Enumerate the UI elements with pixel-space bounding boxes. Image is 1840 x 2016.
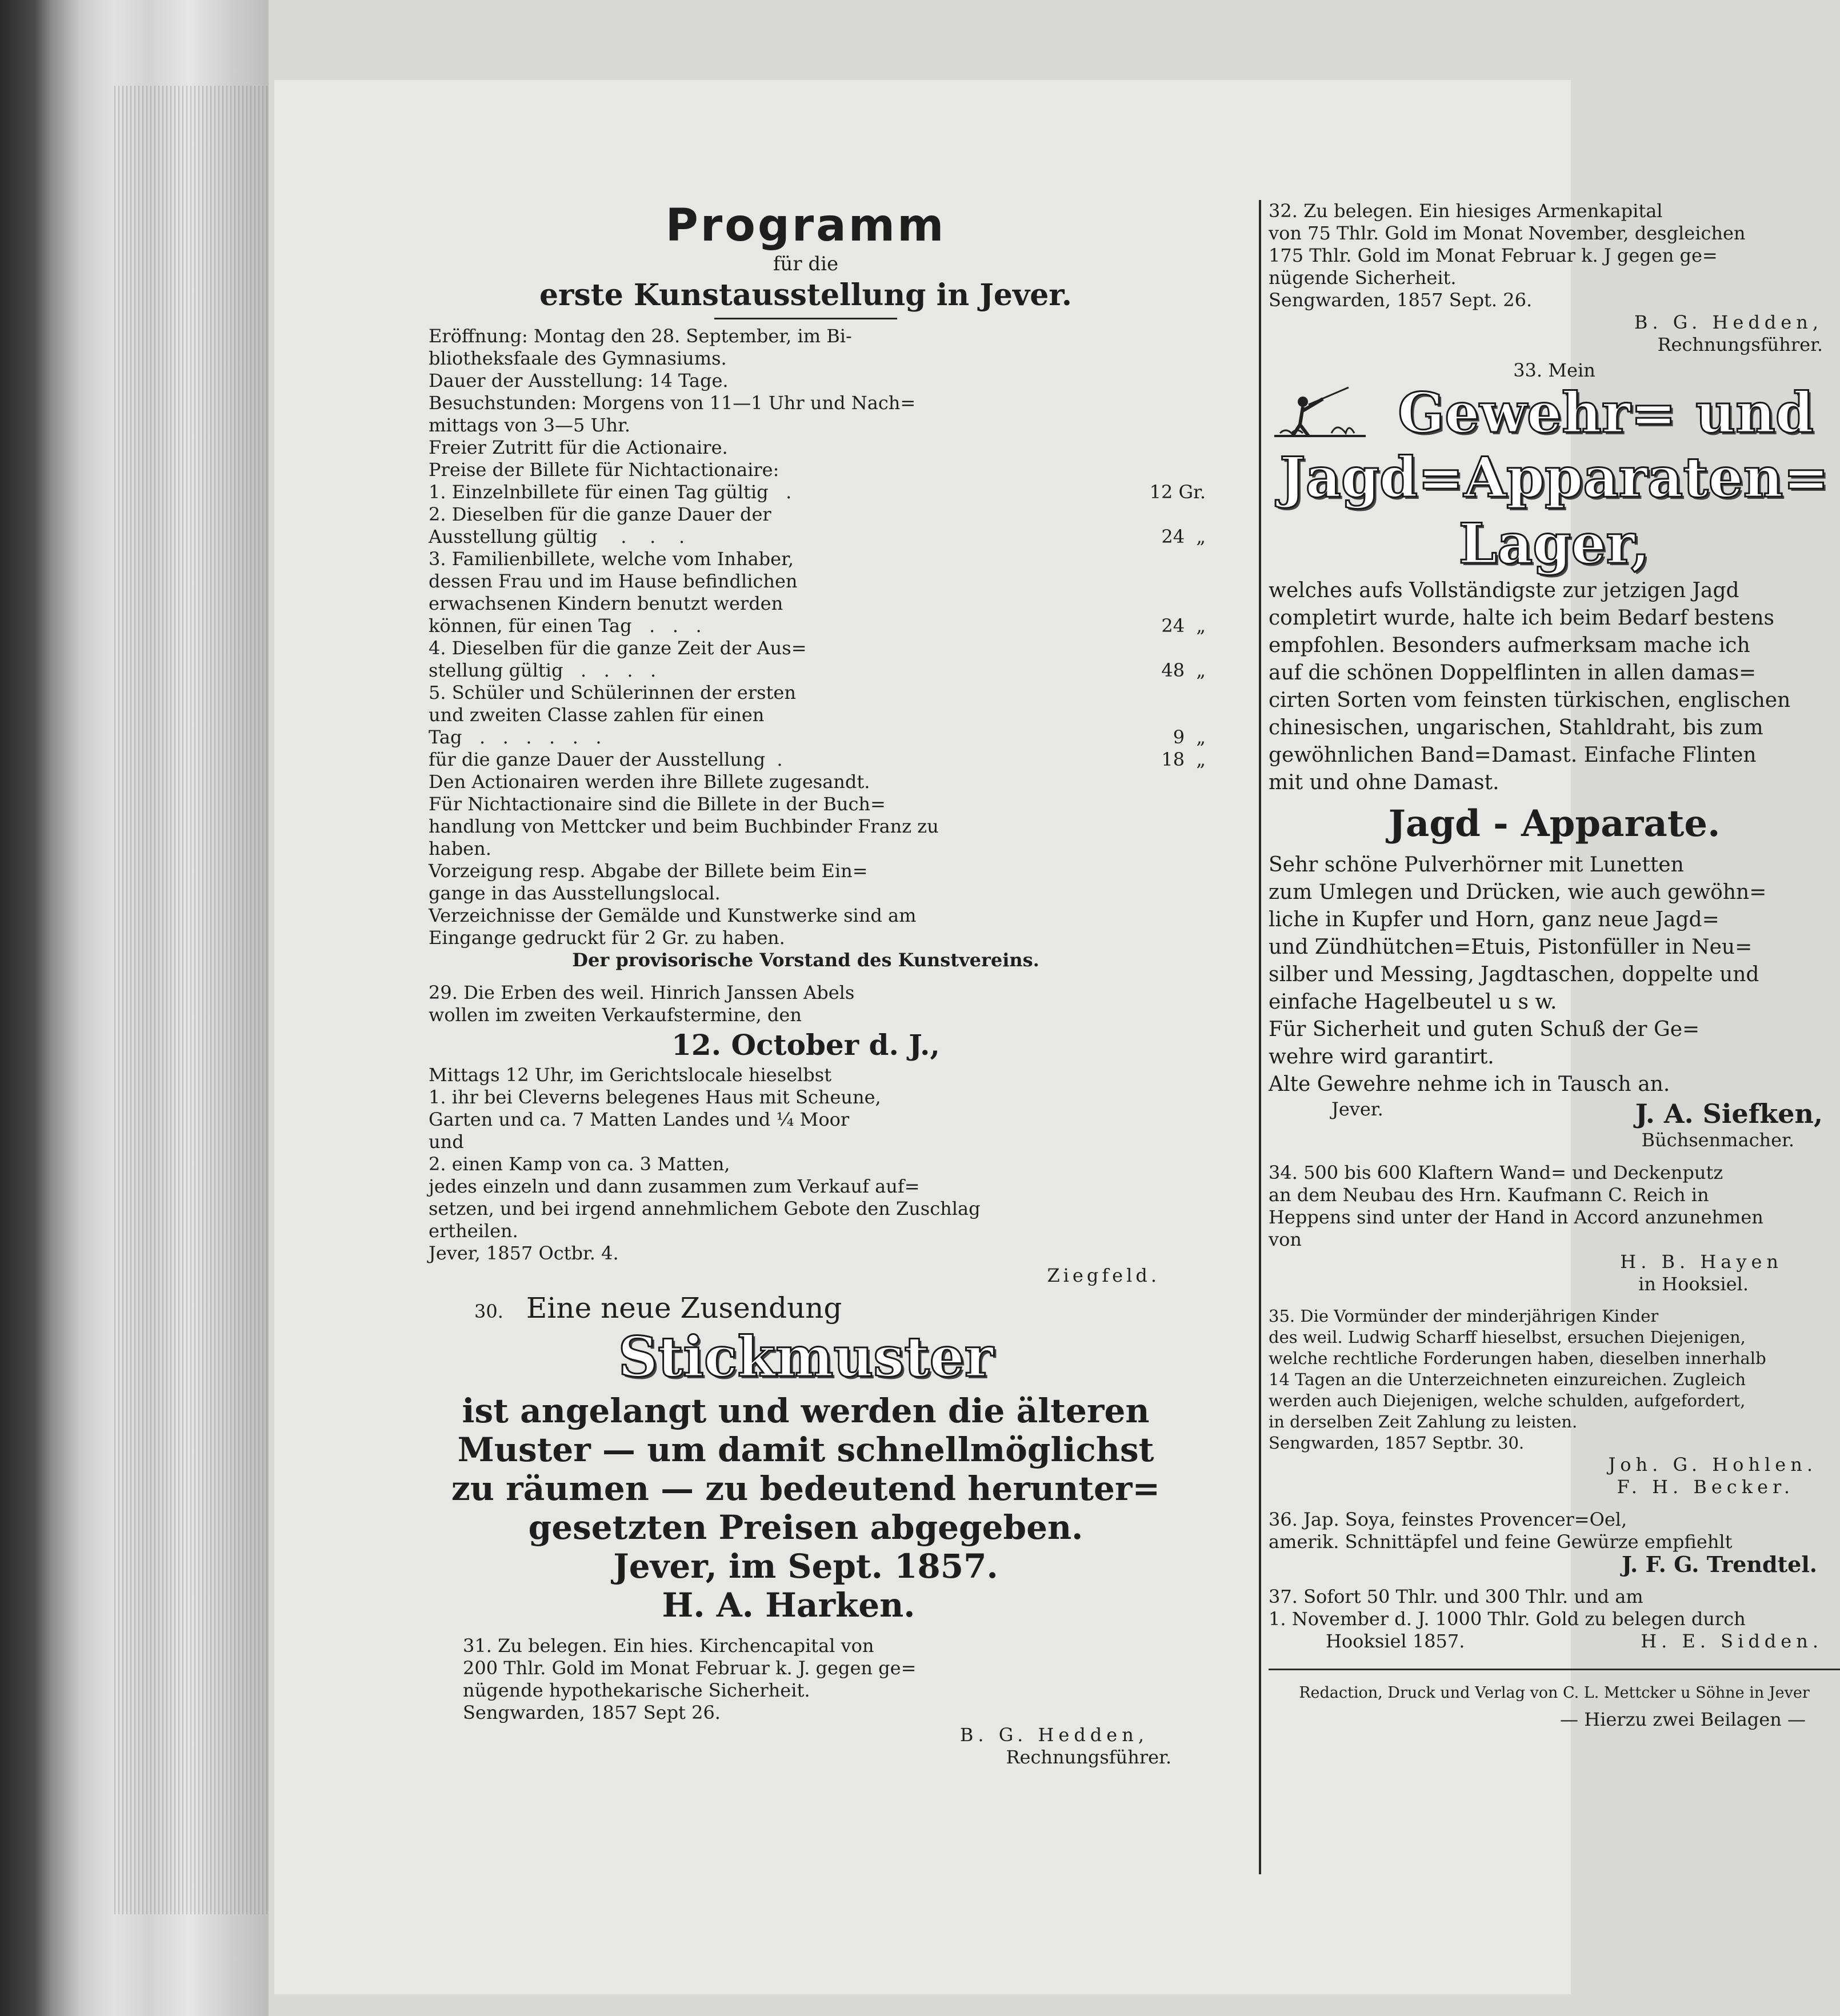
notice-35-line: werden auch Diejenigen, welche schulden, aufgefordert, (1269, 1391, 1746, 1410)
price-label: 1. Einzelnbillete für einen Tag gültig . (429, 481, 792, 503)
price-label: und zweiten Classe zahlen für einen (429, 704, 765, 726)
programm-tail-line: Den Actionairen werden ihre Billete zugesandt. (429, 771, 870, 793)
programm-line: mittags von 3—5 Uhr. (429, 414, 630, 436)
notice-37-line: 37. Sofort 50 Thlr. und 300 Thlr. und am (1269, 1586, 1643, 1607)
notice-34-line: 34. 500 bis 600 Klaftern Wand= und Deckenputz (1269, 1162, 1723, 1183)
programm-line: Besuchstunden: Morgens von 11—1 Uhr und Nach= (429, 392, 916, 414)
footer-note: — Hierzu zwei Beilagen — (1560, 1709, 1806, 1730)
column-divider (1259, 200, 1261, 1874)
notice-34-line: Heppens sind unter der Hand in Accord anzunehmen (1269, 1206, 1763, 1228)
notice-29-line: Jever, 1857 Octbr. 4. (429, 1242, 619, 1264)
price-row (406, 503, 1206, 526)
notice-37-place: Hooksiel 1857. (1326, 1630, 1465, 1652)
notice-32-line: 32. Zu belegen. Ein hiesiges Armenkapital (1269, 200, 1663, 222)
price-label: stellung gültig . . . . (429, 659, 657, 681)
price-label: Ausstellung gültig . . . (429, 526, 685, 547)
price-row (406, 726, 1206, 749)
notice-29-line: wollen im zweiten Verkaufstermine, den (429, 1004, 802, 1026)
notice-33-line: Alte Gewehre nehme ich in Tausch an. (1269, 1073, 1670, 1096)
notice-29-body (406, 1064, 1206, 1265)
notice-32-body (1269, 200, 1840, 311)
notice-32-line: Sengwarden, 1857 Sept. 26. (1269, 289, 1533, 311)
programm-line: Dauer der Ausstellung: 14 Tage. (429, 370, 729, 391)
notice-33-body (1269, 577, 1840, 797)
notice-34-signature: H. B. Hayen (1620, 1251, 1783, 1273)
notice-31-line: 31. Zu belegen. Ein hies. Kirchencapital von (463, 1635, 874, 1657)
notice-29-intro (406, 982, 1206, 1026)
notice-35-body (1269, 1306, 1840, 1454)
notice-31-signature: B. G. Hedden, (959, 1724, 1149, 1746)
notice-30-body (406, 1391, 1206, 1586)
notice-35-line: welche rechtliche Forderungen haben, dieselben innerhalb (1269, 1349, 1766, 1368)
price-label: können, für einen Tag . . . (429, 615, 702, 637)
notice-31-line: 200 Thlr. Gold im Monat Februar k. J. gegen ge= (463, 1657, 917, 1679)
notice-35-signature-1: Joh. G. Hohlen. (1608, 1454, 1817, 1475)
programm-tail-line: Für Nichtactionaire sind die Billete in der Buch= (429, 793, 886, 815)
notice-36-body (1269, 1509, 1840, 1553)
price-list (406, 481, 1206, 771)
title-rule (714, 318, 897, 319)
notice-33-line: Sehr schöne Pulverhörner mit Lunetten (1269, 853, 1684, 877)
notice-31-line: nügende hypothekarische Sicherheit. (463, 1679, 810, 1701)
notice-33-line: zum Umlegen und Drücken, wie auch gewöhn= (1269, 881, 1767, 904)
programm-title: Programm (665, 200, 946, 251)
programm-tail-line: Verzeichnisse der Gemälde und Kunstwerke sind am (429, 905, 917, 926)
left-column (406, 200, 1206, 1769)
price-value (1109, 570, 1206, 593)
programm-tail (406, 771, 1206, 949)
notice-33-place: Jever. (1331, 1098, 1383, 1120)
notice-29-line: ertheilen. (429, 1220, 518, 1242)
notice-35-line: des weil. Ludwig Scharff hieselbst, ersuchen Diejenigen, (1269, 1327, 1746, 1347)
notice-30-stickmuster: Stickmuster (618, 1325, 994, 1389)
notice-33-body-2 (1269, 851, 1840, 1098)
programm-heading: erste Kunstausstellung in Jever. (539, 278, 1073, 313)
notice-29-line: 2. einen Kamp von ca. 3 Matten, (429, 1153, 730, 1175)
programm-lines (406, 325, 1206, 481)
notice-35-signature-2: F. H. Becker. (1617, 1476, 1794, 1498)
notice-30-signature: H. A. Harken. (662, 1586, 915, 1625)
notice-33-line: auf die schönen Doppelflinten in allen damas= (1269, 661, 1757, 685)
programm-tail-line: Eingange gedruckt für 2 Gr. zu haben. (429, 927, 785, 949)
notice-32-line: nügende Sicherheit. (1269, 267, 1457, 289)
price-value (1109, 637, 1206, 659)
programm-subtitle: für die (773, 253, 839, 275)
price-row (406, 481, 1206, 503)
notice-33-subheading: Jagd - Apparate. (1388, 802, 1721, 845)
notice-33-line: gewöhnlichen Band=Damast. Einfache Flinten (1269, 743, 1757, 767)
price-row (406, 593, 1206, 615)
programm-tail-line: handlung von Mettcker und beim Buchbinder Franz zu (429, 815, 939, 837)
notice-29-line: 29. Die Erben des weil. Hinrich Janssen Abels (429, 982, 855, 1003)
price-label: Tag . . . . . . (429, 726, 602, 748)
price-value (1109, 548, 1206, 570)
notice-35-line: 35. Die Vormünder der minderjährigen Kinder (1269, 1306, 1659, 1326)
price-value: 24 „ (1161, 615, 1206, 637)
notice-32-line: von 75 Thlr. Gold im Monat November, desgleichen (1269, 222, 1746, 244)
programm-line: Eröffnung: Montag den 28. September, im Bi- (429, 325, 852, 347)
notice-34-line: von (1269, 1229, 1302, 1250)
price-value (1109, 593, 1206, 615)
notice-33-line: silber und Messing, Jagdtaschen, doppelte und (1269, 963, 1759, 986)
notice-31-role: Rechnungsführer. (1006, 1746, 1171, 1768)
notice-33-line: cirten Sorten vom feinsten türkischen, englischen (1269, 689, 1791, 712)
notice-34-line: an dem Neubau des Hrn. Kaufmann C. Reich in (1269, 1184, 1709, 1206)
notice-33-title-3: Lager, (1458, 511, 1650, 576)
price-row (406, 548, 1206, 570)
notice-34-body (1269, 1162, 1840, 1251)
price-row (406, 570, 1206, 593)
notice-29-line: Mittags 12 Uhr, im Gerichtslocale hieselbst (429, 1064, 832, 1086)
notice-29-line: setzen, und bei irgend annehmlichem Gebote den Zuschlag (429, 1198, 981, 1219)
notice-37-signature: H. E. Sidden. (1641, 1630, 1823, 1652)
notice-30-line: gesetzten Preisen abgegeben. (528, 1508, 1083, 1547)
imprint-text: Redaction, Druck und Verlag von C. L. Mettcker u Söhne in Jever (1299, 1684, 1810, 1702)
price-value: 12 Gr. (1149, 481, 1206, 503)
programm-tail-line: Vorzeigung resp. Abgabe der Billete beim Ein= (429, 860, 868, 882)
notice-35-line: in derselben Zeit Zahlung zu leisten. (1269, 1412, 1578, 1431)
notice-33-title-1: Gewehr= und (1398, 381, 1814, 445)
notice-29-line: und (429, 1131, 464, 1153)
notice-36-line: amerik. Schnittäpfel und feine Gewürze empfiehlt (1269, 1531, 1733, 1553)
notice-36-line: 36. Jap. Soya, feinstes Provencer=Oel, (1269, 1509, 1627, 1530)
notice-31-line: Sengwarden, 1857 Sept 26. (463, 1702, 721, 1723)
notice-30-number: 30. (474, 1301, 503, 1322)
hunter-icon (1269, 382, 1371, 445)
notice-29-line: 1. ihr bei Cleverns belegenes Haus mit Scheune, (429, 1086, 881, 1108)
notice-30-line: ist angelangt und werden die älteren (462, 1391, 1150, 1430)
notice-36-signature: J. F. G. Trendtel. (1622, 1551, 1817, 1577)
price-value (1109, 682, 1206, 704)
notice-30-line: Muster — um damit schnellmöglichst (457, 1430, 1154, 1469)
notice-35-line: Sengwarden, 1857 Septbr. 30. (1269, 1433, 1525, 1453)
programm-line: Preise der Billete für Nichtactionaire: (429, 459, 779, 481)
newspaper-page (274, 80, 1829, 1994)
notice-33-line: mit und ohne Damast. (1269, 771, 1499, 794)
price-label: dessen Frau und im Hause befindlichen (429, 570, 798, 592)
page-edge-lines (114, 86, 269, 1914)
notice-33-line: liche in Kupfer und Horn, ganz neue Jagd= (1269, 908, 1719, 931)
notice-29-line: Garten und ca. 7 Matten Landes und ¼ Moor (429, 1109, 850, 1130)
price-value: 18 „ (1161, 749, 1206, 770)
notice-33-signature: J. A. Siefken, (1635, 1098, 1823, 1129)
notice-30-line: zu räumen — zu bedeutend herunter= (451, 1469, 1161, 1508)
notice-29-line: jedes einzeln und dann zusammen zum Verkauf auf= (429, 1175, 920, 1197)
notice-33-line: completirt wurde, halte ich beim Bedarf bestens (1269, 606, 1775, 630)
notice-33-line: einfache Hagelbeutel u s w. (1269, 990, 1557, 1014)
programm-tail-line: haben. (429, 838, 491, 859)
notice-32-signature: B. G. Hedden, (1634, 311, 1823, 333)
book-page-edges (0, 0, 269, 2016)
notice-34-place: in Hooksiel. (1638, 1273, 1749, 1295)
notice-33-heading: 33. Mein (1513, 359, 1595, 381)
price-value: 48 „ (1161, 659, 1206, 681)
price-row (406, 682, 1206, 704)
programm-line: bliotheksfaale des Gymnasiums. (429, 347, 727, 369)
right-column (1269, 200, 1840, 1731)
notice-33-role: Büchsenmacher. (1641, 1129, 1794, 1151)
notice-30-heading: Eine neue Zusendung (526, 1291, 842, 1325)
notice-31-body (406, 1635, 1206, 1724)
notice-33-line: empfohlen. Besonders aufmerksam mache ich (1269, 634, 1750, 657)
price-label: für die ganze Dauer der Ausstellung . (429, 749, 783, 770)
notice-32-role: Rechnungsführer. (1657, 334, 1823, 355)
price-label: 3. Familienbillete, welche vom Inhaber, (429, 548, 794, 570)
price-label: 4. Dieselben für die ganze Zeit der Aus= (429, 637, 807, 659)
price-row (406, 659, 1206, 682)
imprint-rule (1269, 1669, 1840, 1670)
price-row (406, 637, 1206, 659)
price-row (406, 526, 1206, 548)
price-label: 2. Dieselben für die ganze Dauer der (429, 503, 771, 525)
notice-29-signature: Ziegfeld. (1047, 1265, 1160, 1286)
notice-35-line: 14 Tagen an die Unterzeichneten einzureichen. Zugleich (1269, 1370, 1746, 1389)
programm-tail-line: gange in das Ausstellungslocal. (429, 882, 721, 904)
programm-signature: Der provisorische Vorstand des Kunstvereins. (572, 949, 1039, 971)
notice-33-line: welches aufs Vollständigste zur jetzigen Jagd (1269, 579, 1739, 602)
notice-30-line: Jever, im Sept. 1857. (613, 1547, 998, 1586)
notice-33-title-2: Jagd=Apparaten= (1279, 445, 1829, 510)
notice-29-date: 12. October d. J., (671, 1028, 940, 1062)
notice-33-line: und Zündhütchen=Etuis, Pistonfüller in Neu= (1269, 935, 1753, 959)
price-row (406, 704, 1206, 726)
notice-33-line: wehre wird garantirt. (1269, 1045, 1494, 1069)
price-row (406, 615, 1206, 637)
price-label: erwachsenen Kindern benutzt werden (429, 593, 783, 614)
price-label: 5. Schüler und Schülerinnen der ersten (429, 682, 796, 703)
price-value: 9 „ (1173, 726, 1206, 748)
price-value: 24 „ (1161, 526, 1206, 547)
price-value (1109, 704, 1206, 726)
notice-37-body (1269, 1586, 1840, 1630)
notice-32-line: 175 Thlr. Gold im Monat Februar k. J gegen ge= (1269, 245, 1718, 266)
price-row (406, 749, 1206, 771)
price-value (1109, 503, 1206, 526)
notice-33-line: Für Sicherheit und guten Schuß der Ge= (1269, 1018, 1700, 1041)
programm-line: Freier Zutritt für die Actionaire. (429, 437, 728, 458)
notice-33-line: chinesischen, ungarischen, Stahldraht, bis zum (1269, 716, 1763, 739)
notice-37-line: 1. November d. J. 1000 Thlr. Gold zu belegen durch (1269, 1608, 1746, 1630)
